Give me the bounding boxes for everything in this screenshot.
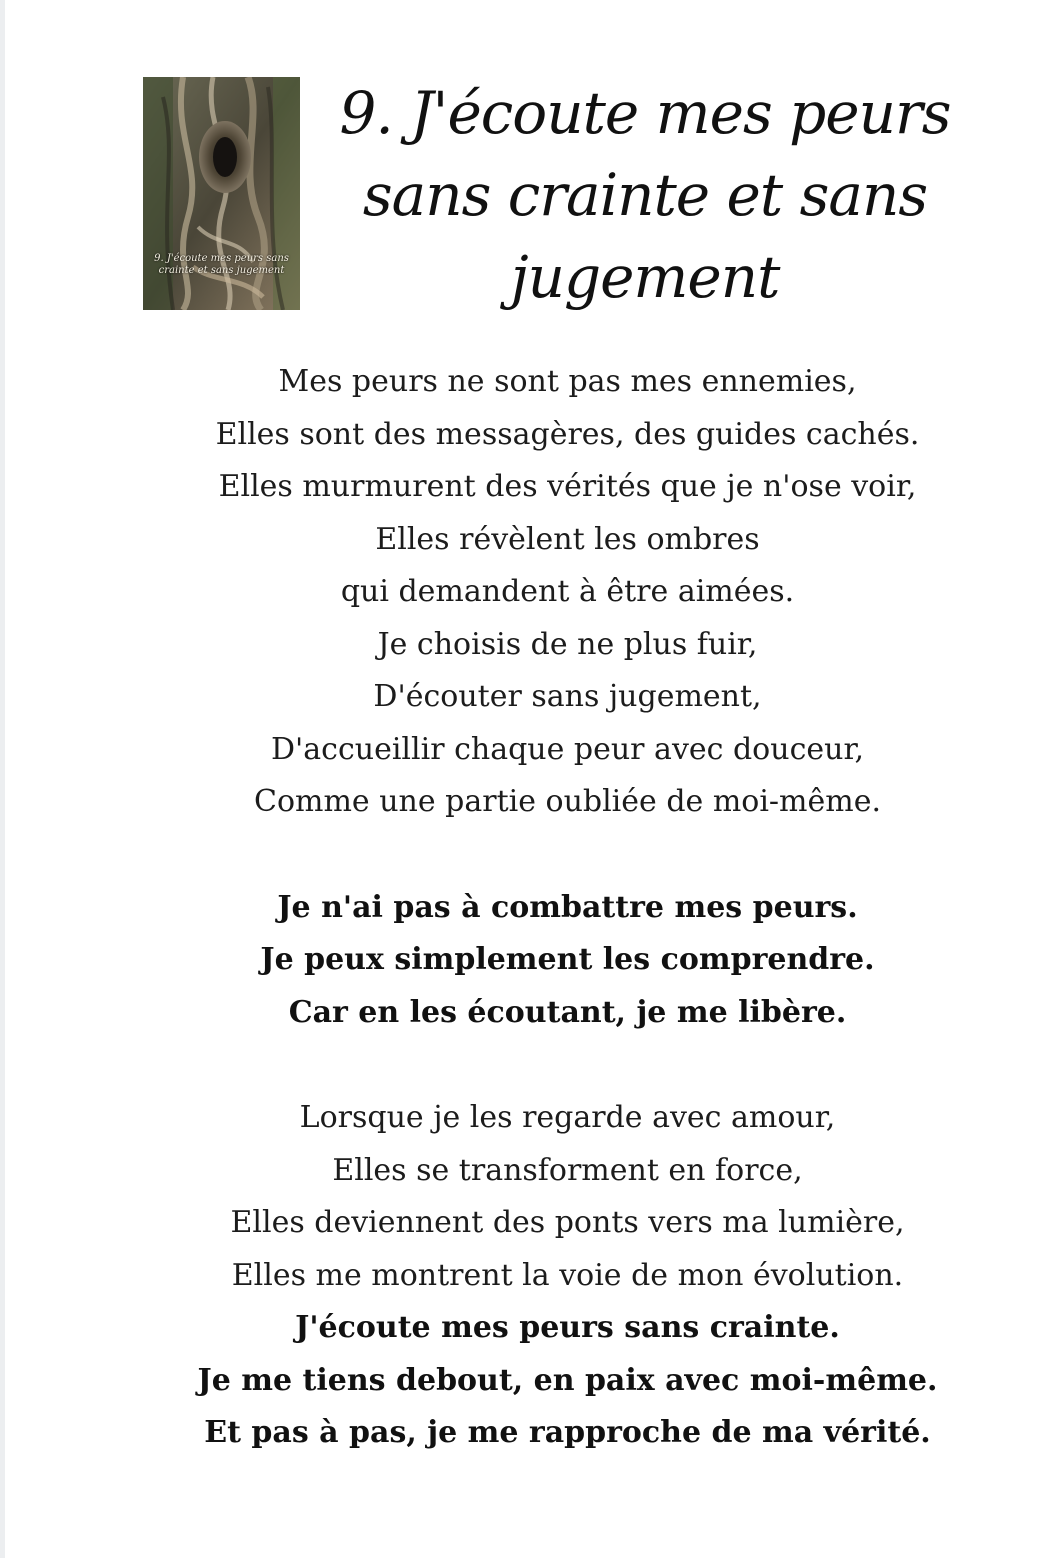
- poem-line: Elles me montrent la voie de mon évolution.: [231, 1257, 904, 1293]
- poem-line: Mes peurs ne sont pas mes ennemies,: [278, 364, 857, 399]
- tree-bark-thumbnail: [143, 77, 300, 310]
- stanza-1: [90, 356, 1040, 829]
- poem-line: D'accueillir chaque peur avec douceur,: [270, 731, 865, 767]
- poem-line: Je choisis de ne plus fuir,: [377, 626, 758, 662]
- stanza-spacer: [90, 1039, 1040, 1092]
- poem-line: Elles deviennent des ponts vers ma lumière,: [230, 1205, 905, 1240]
- poem-line: Elles sont des messagères, des guides cachés.: [215, 416, 920, 452]
- stanza-3: [90, 1092, 1040, 1460]
- poem-title: 9. J'écoute mes peurs sans crainte et sans jugement: [339, 79, 951, 311]
- poem-body: [90, 356, 1040, 1460]
- poem-line-bold: Je peux simplement les comprendre.: [260, 942, 875, 977]
- poem-line: Elles se transforment en force,: [332, 1152, 803, 1188]
- poem-line: D'écouter sans jugement,: [373, 679, 762, 714]
- poem-line-bold: Je me tiens debout, en paix avec moi-même.: [197, 1362, 938, 1398]
- stanza-2: [90, 882, 1040, 1040]
- thumbnail-caption: 9. J'écoute mes peurs sans crainte et sans jugement: [154, 253, 289, 276]
- poem-line: Elles murmurent des vérités que je n'ose voir,: [218, 469, 917, 504]
- poem-line-bold: Je n'ai pas à combattre mes peurs.: [277, 889, 858, 925]
- poem-line: Elles révèlent les ombres: [375, 521, 760, 557]
- poem-line-bold: J'écoute mes peurs sans crainte.: [295, 1310, 840, 1345]
- poem-line-bold: Car en les écoutant, je me libère.: [288, 994, 847, 1030]
- poem-line: Lorsque je les regarde avec amour,: [299, 1100, 836, 1135]
- poem-line: Comme une partie oubliée de moi-même.: [254, 784, 881, 819]
- page-edge: [0, 0, 5, 1558]
- poem-line-bold: Et pas à pas, je me rapproche de ma vérité.: [204, 1415, 931, 1450]
- poem-line: qui demandent à être aimées.: [340, 574, 795, 609]
- stanza-spacer: [90, 829, 1040, 882]
